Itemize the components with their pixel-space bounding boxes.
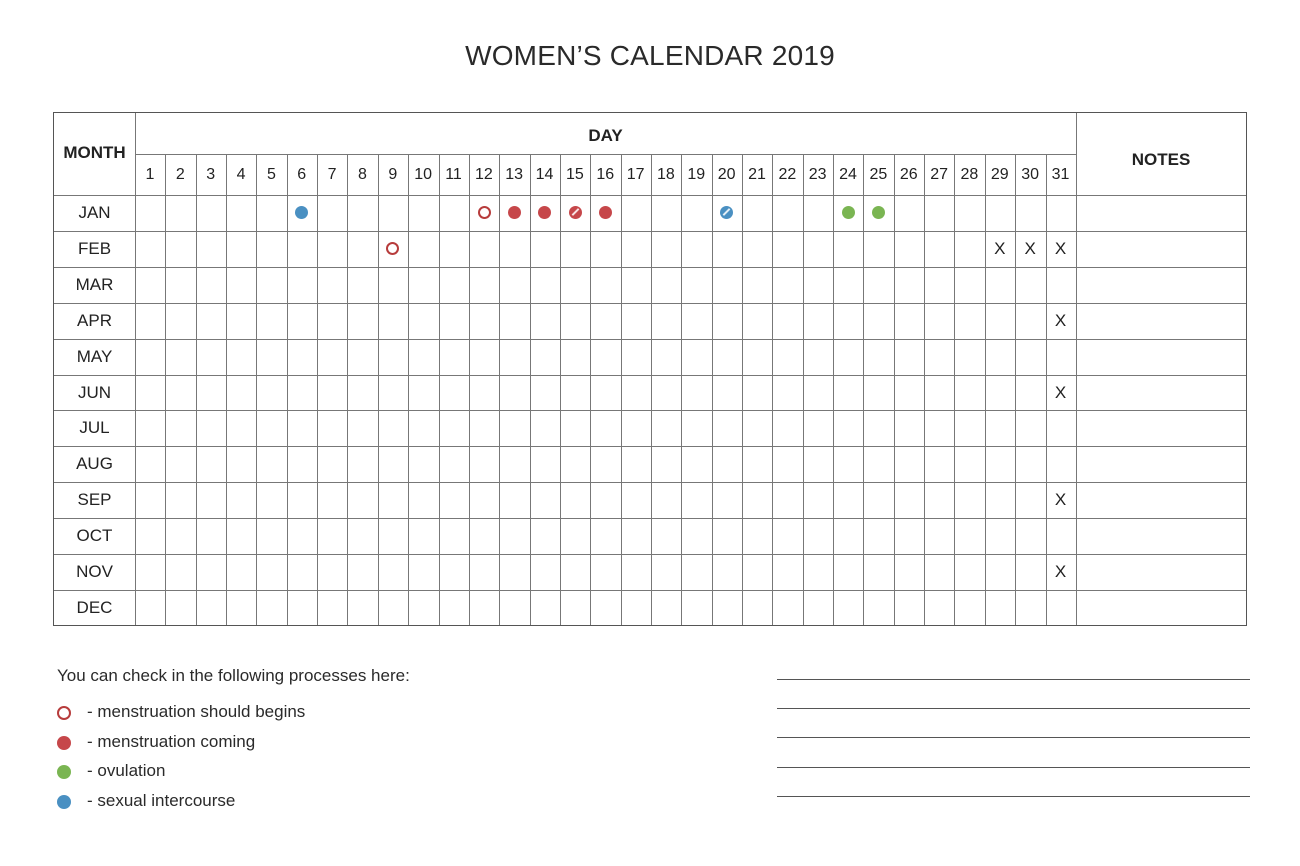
day-number: 19 — [687, 166, 706, 183]
month-column-divider — [135, 113, 136, 625]
day-number: 18 — [657, 166, 675, 183]
day-number: 11 — [445, 166, 462, 183]
day-number: 28 — [960, 166, 979, 183]
menstruation-coming-marker[interactable] — [508, 206, 521, 219]
legend-label: - menstruation should begins — [87, 702, 306, 721]
invalid-day-x: X — [1054, 562, 1067, 581]
menstruation-coming-legend-icon — [57, 736, 71, 750]
day-number: 16 — [596, 166, 615, 183]
row-divider — [54, 303, 1246, 304]
month-label-mar: MAR — [75, 274, 114, 294]
month-column-header: MONTH — [63, 143, 126, 162]
sexual-intercourse-legend-icon — [57, 795, 71, 809]
month-label-aug: AUG — [76, 454, 113, 474]
row-divider — [54, 231, 1246, 232]
month-label-nov: NOV — [76, 562, 113, 581]
month-label-oct: OCT — [76, 526, 113, 546]
row-divider — [54, 267, 1246, 268]
row-divider — [54, 375, 1246, 376]
day-number: 9 — [388, 166, 398, 183]
menstruation-coming-marker[interactable] — [538, 206, 551, 219]
notes-writing-line[interactable] — [777, 708, 1250, 709]
day-number: 17 — [626, 166, 645, 183]
menstruation-should-begin-legend-icon — [57, 706, 71, 720]
day-number: 8 — [357, 166, 367, 183]
notes-writing-line[interactable] — [777, 767, 1250, 768]
day-number: 6 — [297, 166, 307, 183]
day-number: 31 — [1051, 166, 1070, 183]
legend-label: - menstruation coming — [87, 731, 256, 751]
ovulation-legend-icon — [57, 765, 71, 779]
notes-writing-line[interactable] — [777, 796, 1250, 797]
day-number: 4 — [236, 166, 246, 183]
day-number: 25 — [869, 166, 888, 183]
menstruation-should-begin-marker[interactable] — [386, 242, 399, 255]
day-number: 24 — [839, 166, 857, 183]
row-divider — [54, 554, 1246, 555]
row-divider — [54, 518, 1246, 519]
day-number: 22 — [778, 166, 797, 183]
day-number: 27 — [930, 166, 948, 183]
invalid-day-x: X — [1054, 382, 1067, 402]
legend-label: - sexual intercourse — [87, 790, 236, 810]
menstruation-coming-marker[interactable] — [569, 206, 582, 219]
day-number: 29 — [990, 166, 1009, 183]
day-number: 7 — [327, 166, 337, 183]
day-number: 3 — [206, 166, 216, 183]
month-label-feb: FEB — [77, 238, 112, 258]
menstruation-coming-marker[interactable] — [599, 206, 612, 219]
day-number: 12 — [474, 166, 493, 183]
day-header-divider — [135, 154, 1076, 155]
invalid-day-x: X — [994, 238, 1006, 258]
menstruation-should-begin-marker[interactable] — [478, 206, 491, 219]
notes-writing-line[interactable] — [777, 679, 1250, 680]
day-header: DAY — [588, 126, 623, 145]
legend-heading: You can check in the following processes here: — [57, 666, 410, 685]
month-label-dec: DEC — [76, 597, 113, 617]
row-divider — [54, 446, 1246, 447]
ovulation-marker[interactable] — [842, 206, 855, 219]
day-number: 1 — [145, 166, 155, 183]
sexual-intercourse-marker[interactable] — [720, 206, 733, 219]
sexual-intercourse-marker[interactable] — [295, 206, 308, 219]
day-number: 26 — [899, 166, 918, 183]
calendar-grid — [53, 112, 1247, 626]
day-number: 30 — [1021, 166, 1040, 183]
day-number: 10 — [414, 166, 433, 183]
day-number: 5 — [266, 166, 276, 183]
invalid-day-x: X — [1054, 490, 1067, 510]
page-title: WOMEN’S CALENDAR 2019 — [465, 40, 835, 71]
day-number: 15 — [565, 166, 584, 183]
invalid-day-x: X — [1054, 238, 1067, 258]
invalid-day-x: X — [1054, 310, 1067, 330]
day-number: 13 — [505, 166, 524, 183]
notes-column-header: NOTES — [1131, 150, 1191, 169]
ovulation-marker[interactable] — [872, 206, 885, 219]
month-label-jun: JUN — [77, 382, 112, 402]
day-number: 23 — [808, 166, 827, 183]
month-label-may: MAY — [76, 346, 113, 366]
day-number: 20 — [717, 166, 736, 183]
day-number: 2 — [175, 166, 185, 183]
row-divider — [54, 195, 1246, 196]
row-divider — [54, 410, 1246, 411]
month-label-jan: JAN — [78, 203, 111, 222]
notes-column-divider — [1076, 113, 1077, 625]
day-number: 14 — [535, 166, 554, 183]
month-label-apr: APR — [77, 310, 112, 330]
day-number: 21 — [748, 166, 766, 183]
row-divider — [54, 339, 1246, 340]
invalid-day-x: X — [1024, 238, 1036, 258]
month-label-sep: SEP — [77, 490, 112, 510]
month-label-jul: JUL — [79, 418, 110, 438]
notes-writing-line[interactable] — [777, 737, 1250, 738]
legend-label: - ovulation — [87, 761, 166, 780]
row-divider — [54, 590, 1246, 591]
row-divider — [54, 482, 1246, 483]
